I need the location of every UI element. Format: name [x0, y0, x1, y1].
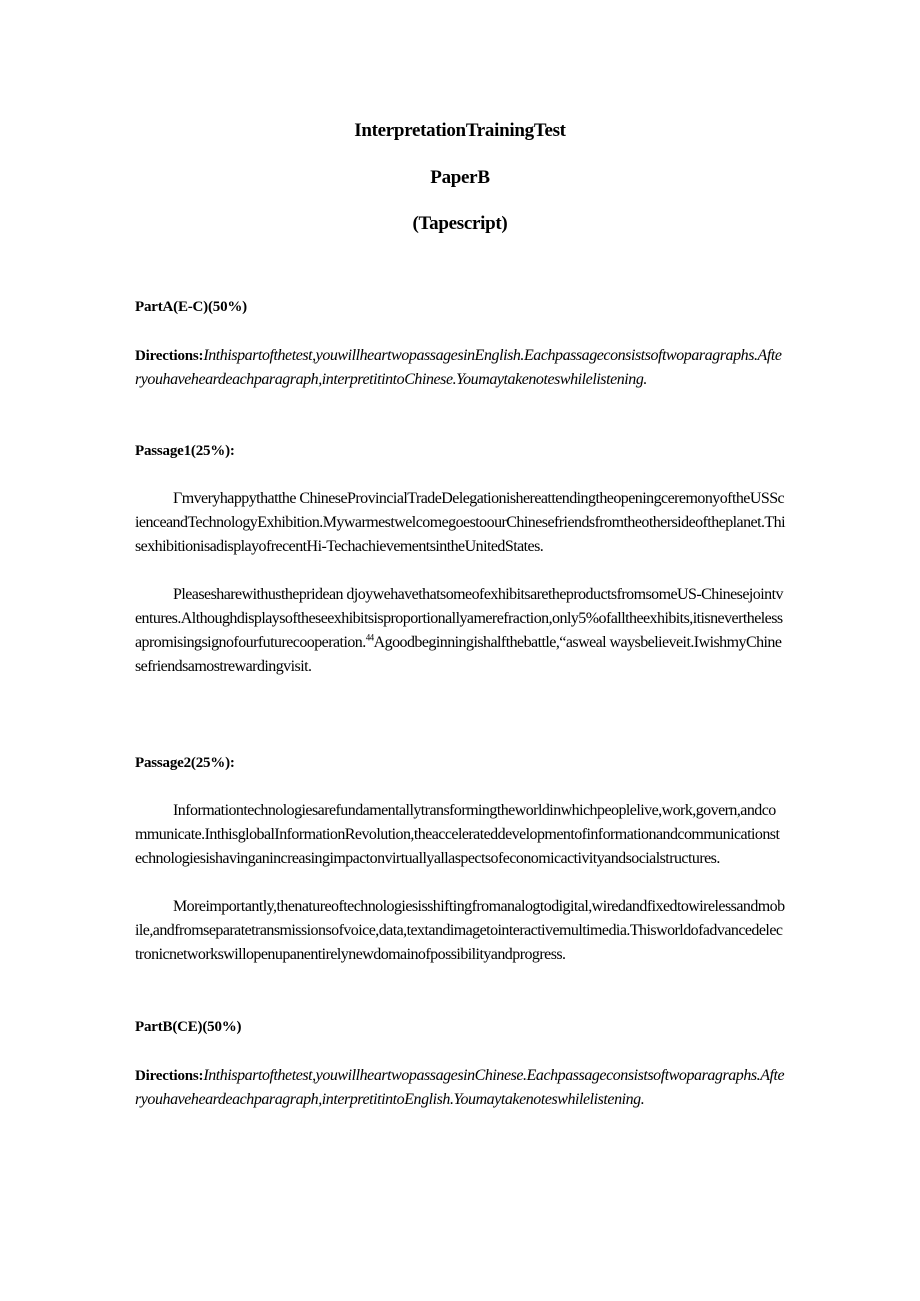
part-a-heading: PartA(E-C)(50%): [135, 299, 247, 315]
passage1-heading: Passage1(25%):: [135, 443, 235, 459]
part-b-directions-label: Directions:: [135, 1068, 204, 1084]
paper-label: PaperB: [430, 167, 490, 188]
note-marker: 44: [365, 632, 374, 643]
document-title: InterpretationTrainingTest: [354, 120, 566, 141]
passage1-paragraph2-text-a: Pleasesharewithusthepridean djoywehavethatsomeofexhibitsaretheproductsfromsomeUS-Chinesejointventures.Althoughdisplaysoftheseexhibitsisproportionallyamerefraction,only5%ofalltheexhibits,itisneverthelessapromisingsignofourfuturecooperation.: [135, 586, 783, 651]
passage2-paragraph1: Informationtechnologiesarefundamentallytransformingtheworldinwhichpeoplelive,work,govern,andcommunicate.InthisglobalInformationRevolution,theaccelerateddevelopmentofinformationandcommunicationstechnologiesishavinganincreasingimpactonvirtuallyallaspectsofeconomicactivityandsocialstructures.: [135, 802, 780, 867]
passage1-paragraph1: Γmveryhappythatthe ChineseProvincialTradeDelegationishereattendingtheopeningceremonyoftheUSScienceandTechnologyExhibition.MywarmestwelcomegoestoourChinesefriendsfromtheothersideoftheplanet.ThisexhibitionisadisplayofrecentHi-TechachievementsintheUnitedStates.: [135, 490, 786, 555]
passage2-heading: Passage2(25%):: [135, 755, 235, 771]
passage1-paragraph2: [135, 583, 785, 679]
passage2-paragraph2: Moreimportantly,thenatureoftechnologiesisshiftingfromanalogtodigital,wiredandfixedtowirelessandmobile,andfromseparatetransmissionsofvoice,data,textandimagetointeractivemultimedia.Thisworldofadvancedelectronicnetworkswillopenupanentirelynewdomainofpossibilityandprogress.: [135, 898, 785, 963]
passage1-paragraph2-text-b: Agoodbeginningishalfthebattle,“asweal waysbelieveit.IwishmyChinesefriendsamostrewardingvisit.: [135, 634, 782, 675]
part-b-directions-text: Inthispartofthetest,youwillheartwopassagesinChinese.Eachpassageconsistsoftwoparagraphs.Afteryouhaveheardeachparagraph,interpretitintoEnglish.Youmaytakenoteswhilelistening.: [135, 1067, 785, 1108]
part-a-directions: [135, 344, 785, 392]
part-a-directions-label: Directions:: [135, 348, 204, 364]
part-b-heading: PartB(CE)(50%): [135, 1019, 242, 1035]
part-a-directions-text: Inthispartofthetest,youwillheartwopassagesinEnglish.Eachpassageconsistsoftwoparagraphs.Afteryouhaveheardeachparagraph,interpretitintoChinese.Youmaytakenoteswhilelistening.: [135, 347, 782, 388]
part-b-directions: [135, 1064, 785, 1112]
document-subtitle: (Tapescript): [412, 213, 508, 234]
